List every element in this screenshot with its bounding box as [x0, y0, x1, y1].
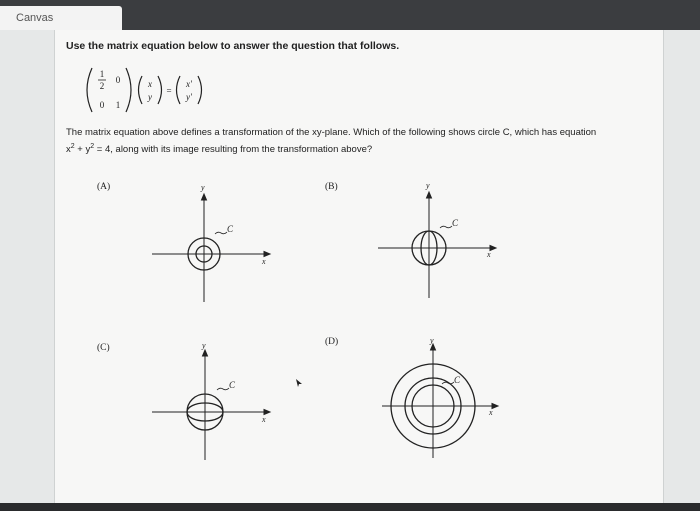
stem-plus: + — [74, 144, 86, 156]
option-a-label[interactable]: (A) — [97, 182, 111, 192]
bottom-bar — [0, 503, 700, 511]
stem-eq-x: x — [66, 144, 71, 156]
stem-exp-2: 2 — [90, 143, 95, 150]
option-a-c-label: C — [227, 224, 234, 234]
stem-eq-rest: = 4, along with its image resulting from the transformation above? — [94, 144, 373, 156]
question-heading: Use the matrix equation below to answer the question that follows. — [66, 40, 400, 52]
option-b-c-label: C — [452, 218, 459, 228]
stem-eq-y: y — [85, 144, 91, 156]
question-stem — [66, 126, 651, 157]
option-b-graph[interactable] — [374, 180, 499, 302]
option-a-yaxis: y — [201, 183, 205, 192]
vector-x: x — [148, 79, 152, 89]
option-c-yaxis: y — [202, 341, 206, 350]
matrix-a21: 0 — [99, 100, 105, 110]
matrix-a11-num: 1 — [99, 69, 105, 79]
tab-canvas[interactable] — [0, 6, 122, 30]
option-a-graph[interactable] — [148, 182, 273, 304]
equals-sign: = — [166, 86, 172, 96]
stem-exp-1: 2 — [70, 143, 75, 150]
option-d-c-label: C — [454, 375, 461, 385]
option-b-label[interactable]: (B) — [325, 182, 338, 192]
option-b-yaxis: y — [426, 181, 430, 190]
matrix-a12: 0 — [115, 75, 121, 85]
vector-y: y — [148, 92, 152, 102]
option-c-c-label: C — [229, 380, 236, 390]
option-d-graph[interactable] — [376, 336, 501, 461]
tab-title: Canvas — [16, 12, 54, 24]
matrix-a22: 1 — [115, 100, 121, 110]
matrix-equation — [80, 64, 220, 120]
option-d-yaxis: y — [430, 336, 434, 345]
stem-line1: The matrix equation above defines a transformation of the xy-plane. Which of the following shows circle C, which has equation — [66, 127, 597, 138]
option-c-label[interactable]: (C) — [97, 343, 110, 353]
mouse-cursor-icon — [295, 378, 303, 388]
matrix-a11-den: 2 — [99, 81, 105, 91]
vector-yp: y' — [186, 92, 192, 102]
option-d-label[interactable]: (D) — [325, 337, 339, 347]
vector-xp: x' — [186, 79, 192, 89]
option-b-xaxis: x — [487, 250, 491, 259]
option-c-graph[interactable] — [148, 340, 273, 462]
option-a-xaxis: x — [262, 257, 266, 266]
option-d-xaxis: x — [489, 408, 493, 417]
option-c-xaxis: x — [262, 415, 266, 424]
